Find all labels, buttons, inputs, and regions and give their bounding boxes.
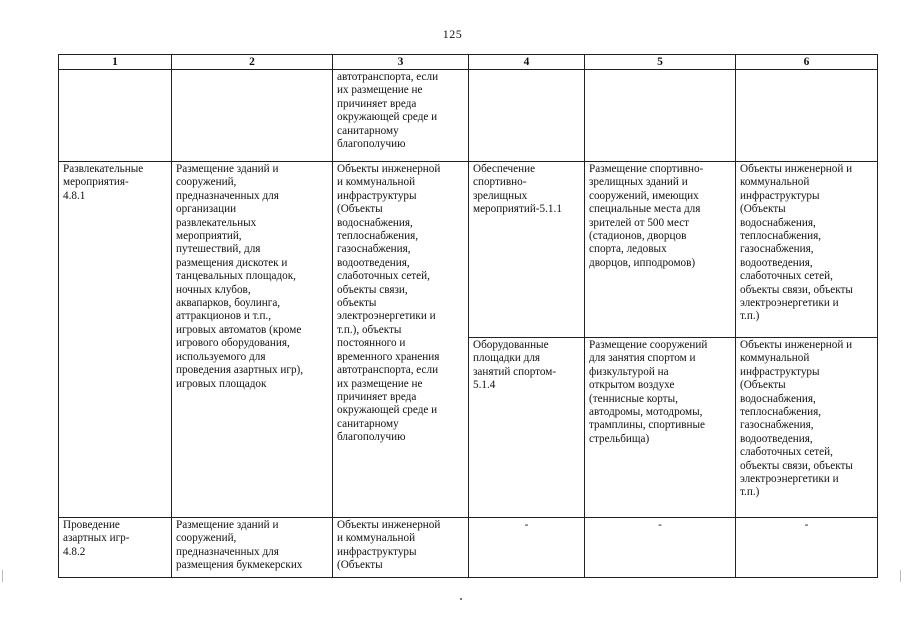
cell-continued-objects: автотранспорта, если их размещение не причиняет вреда окружающей среде и санитарному благополучию — [333, 70, 469, 162]
cell-use-type-entertainment: Развлекательные мероприятия- 4.8.1 — [59, 162, 172, 518]
page-number: 125 — [442, 27, 463, 41]
scan-edge-mark — [900, 570, 901, 582]
cell-related-use-sports-events: Обеспечение спортивно- зрелищных мероприятий-5.1.1 — [469, 162, 585, 338]
table-row — [59, 518, 878, 578]
cell-empty — [59, 70, 172, 162]
header-cell-5: 5 — [585, 55, 736, 70]
cell-related-objects-sports-grounds: Объекты инженерной и коммунальной инфраструктуры (Объекты водоснабжения, теплоснабжения, газоснабжения, водоотведения, слаботочных сетей, объекты связи, объекты электроэнергетики и т.п.) — [736, 338, 878, 518]
cell-empty — [736, 70, 878, 162]
cell-related-description-sports-grounds: Размещение сооружений для занятия спортом и физкультурой на открытом воздухе (теннисные корты, автодромы, мотодромы, трамплины, спортивные стрельбища) — [585, 338, 736, 518]
cell-dash: - — [469, 518, 585, 578]
cell-permitted-objects-gambling: Объекты инженерной и коммунальной инфраструктуры (Объекты — [333, 518, 469, 578]
cell-use-description-gambling: Размещение зданий и сооружений, предназначенных для размещения букмекерских — [172, 518, 333, 578]
cell-empty — [172, 70, 333, 162]
cell-use-description-entertainment: Размещение зданий и сооружений, предназначенных для организации развлекательных мероприятий, путешествий, для размещения дискотек и танцевальных площадок, ночных клубов, аквапарков, боулинга, аттракционов и т.п., игровых автоматов (кроме игрового оборудования, используемого для проведения азартных игр), игровых площадок — [172, 162, 333, 518]
cell-related-use-sports-grounds: Оборудованные площадки для занятий спортом- 5.1.4 — [469, 338, 585, 518]
table-row — [59, 162, 878, 338]
table-row — [59, 70, 878, 162]
cell-dash: - — [736, 518, 878, 578]
header-cell-6: 6 — [736, 55, 878, 70]
cell-dash: - — [585, 518, 736, 578]
cell-permitted-objects-entertainment: Объекты инженерной и коммунальной инфраструктуры (Объекты водоснабжения, теплоснабжения, газоснабжения, водоотведения, слаботочных сетей, объекты связи, объекты электроэнергетики и т.п.), объекты постоянного и временного хранения автотранспорта, если их размещение не причиняет вреда окружающей среде и санитарному благополучию — [333, 162, 469, 518]
header-cell-1: 1 — [59, 55, 172, 70]
cell-empty — [585, 70, 736, 162]
scan-edge-mark — [2, 570, 3, 582]
header-cell-2: 2 — [172, 55, 333, 70]
cell-related-objects-sports-events: Объекты инженерной и коммунальной инфраструктуры (Объекты водоснабжения, теплоснабжения, газоснабжения, водоотведения, слаботочных сетей, объекты связи, объекты электроэнергетики и т.п.) — [736, 162, 878, 338]
table-header-row — [59, 55, 878, 70]
header-cell-4: 4 — [469, 55, 585, 70]
cell-empty — [469, 70, 585, 162]
cell-use-type-gambling: Проведение азартных игр- 4.8.2 — [59, 518, 172, 578]
header-cell-3: 3 — [333, 55, 469, 70]
zoning-table — [58, 54, 878, 578]
cell-related-description-sports-events: Размещение спортивно- зрелищных зданий и сооружений, имеющих специальные места для зрителей от 500 мест (стадионов, дворцов спорта, ледовых дворцов, ипподромов) — [585, 162, 736, 338]
scan-speck — [460, 598, 462, 600]
